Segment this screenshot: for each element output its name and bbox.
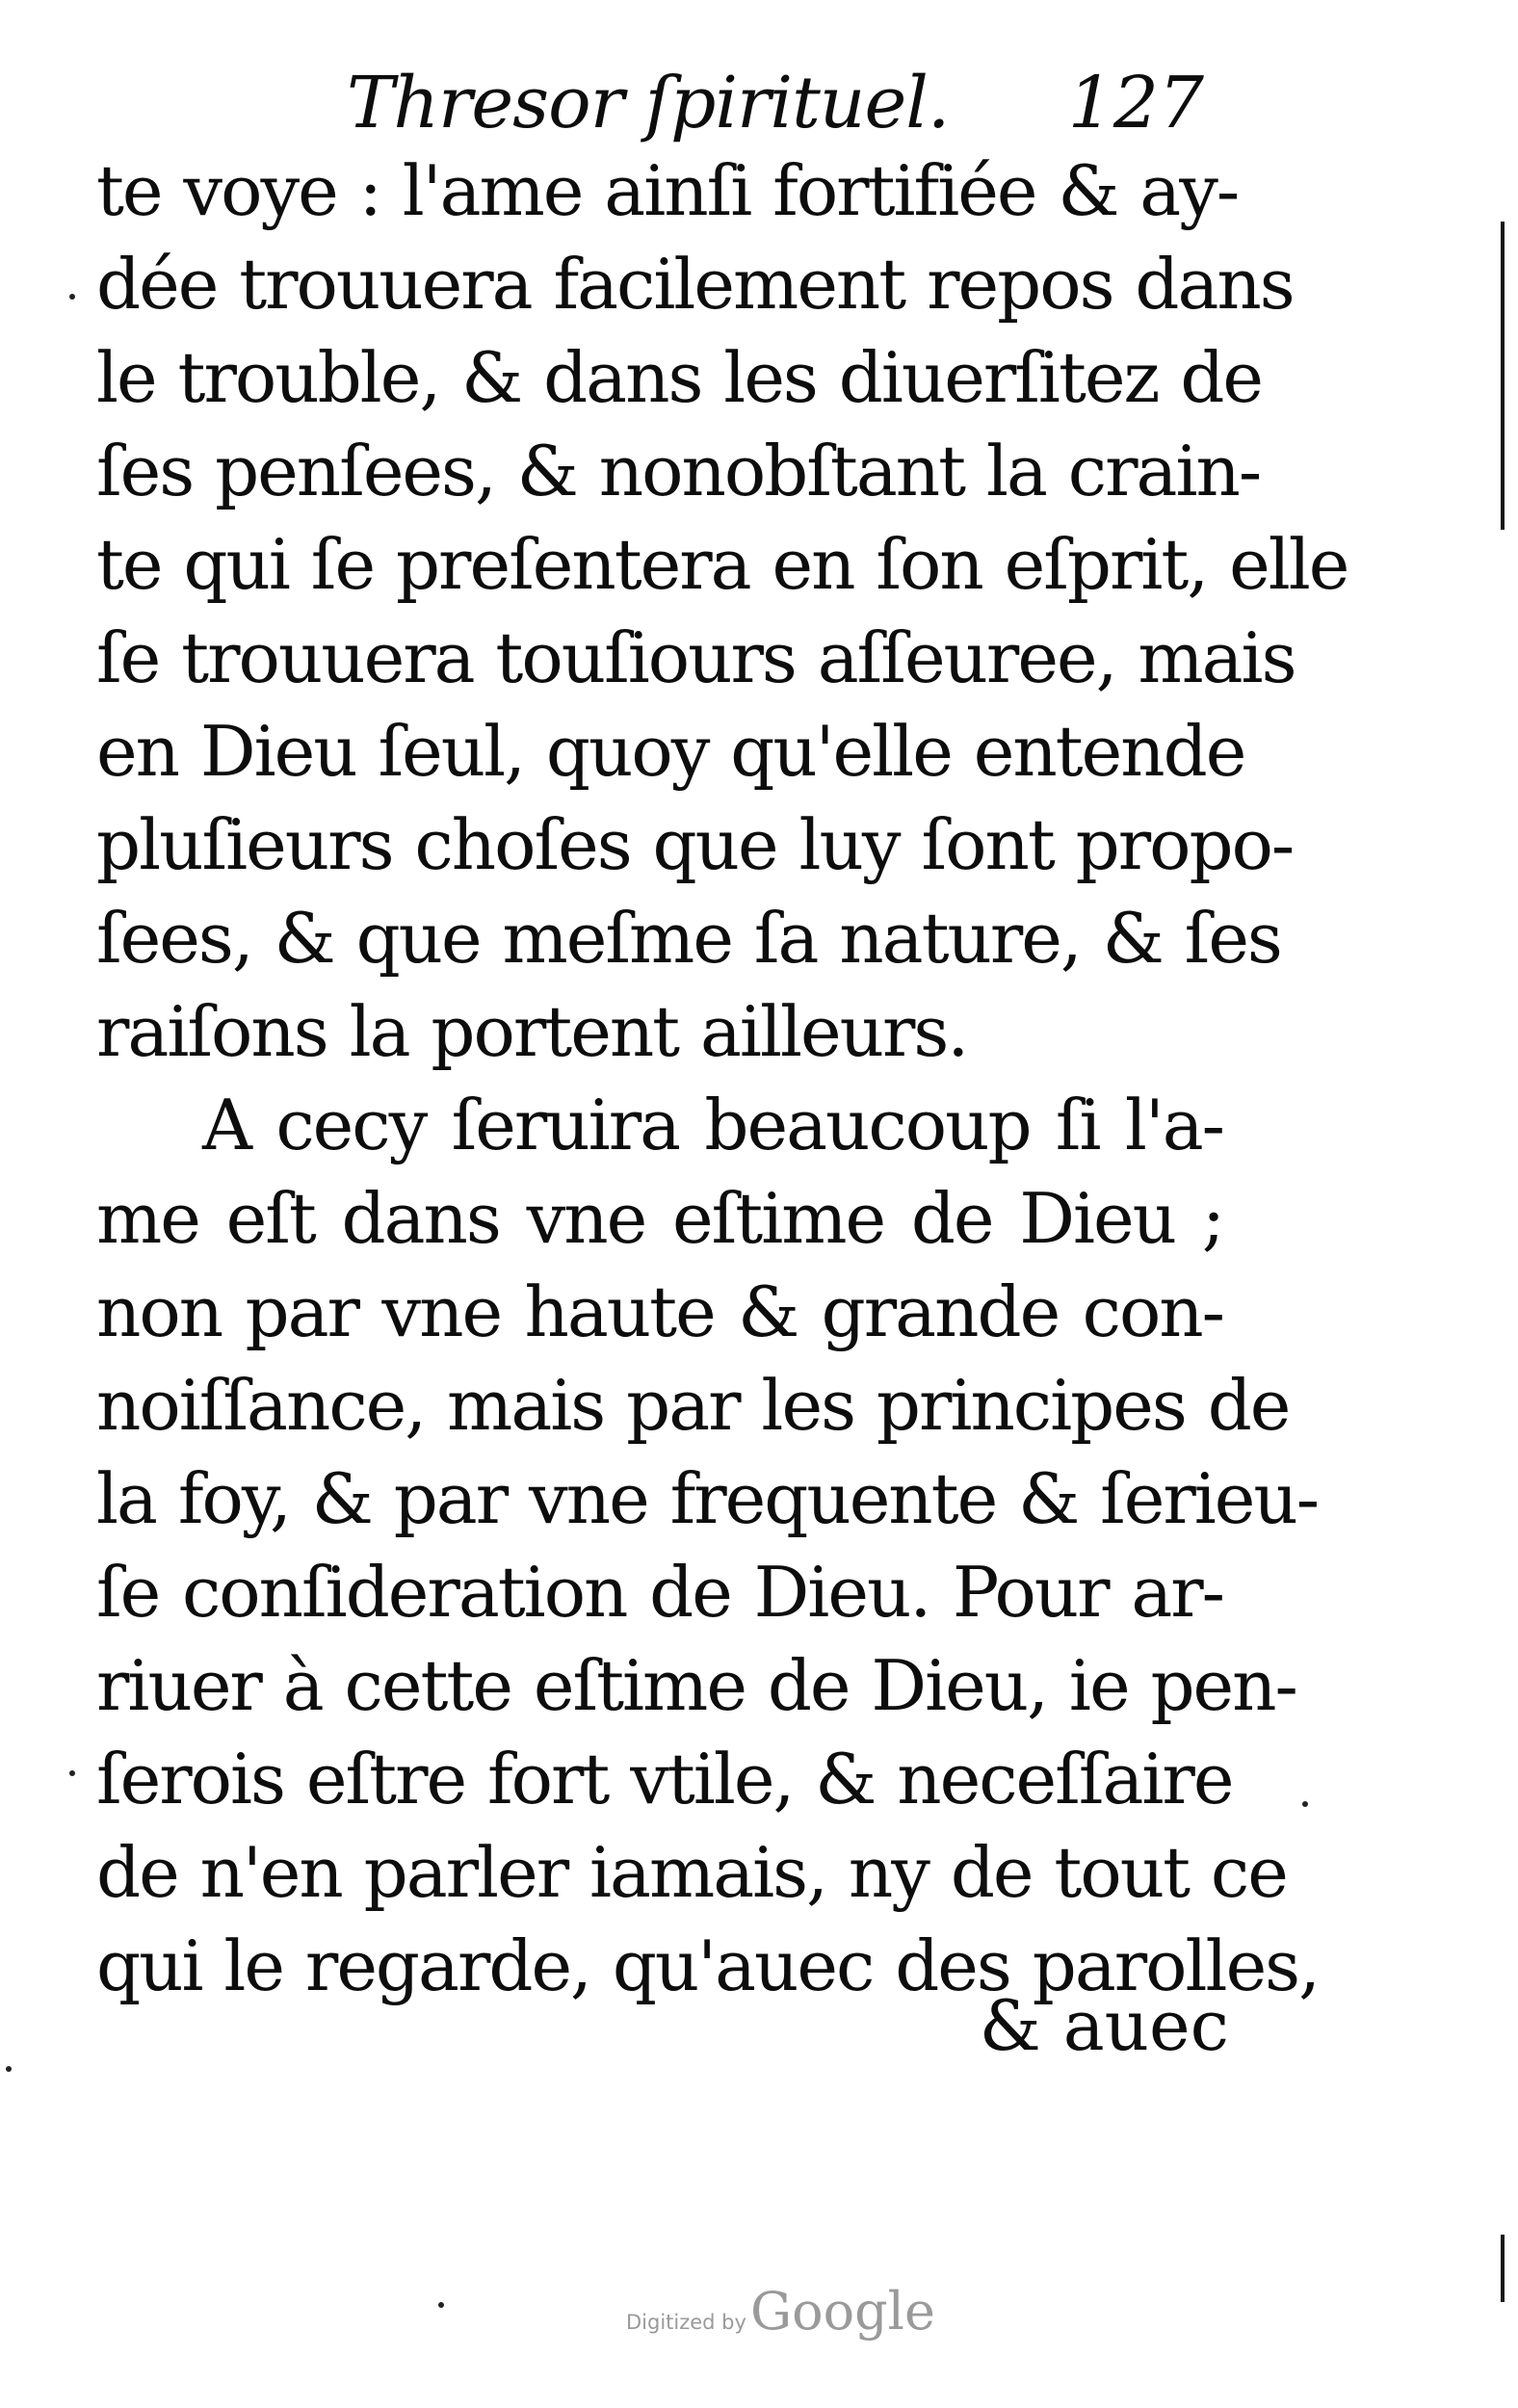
- paragraph-start-line: A cecy ſeruira beaucoup ſi l'a-: [202, 1085, 1223, 1165]
- text-line: non par vne haute & grande con-: [96, 1271, 1223, 1352]
- text-line: le trouble, & dans les diuerſitez de: [96, 337, 1263, 418]
- text-line: te qui ſe preſentera en ſon eſprit, elle: [96, 524, 1348, 605]
- text-line: ſes penſees, & nonobſtant la crain-: [96, 431, 1261, 511]
- watermark-prefix: Digitized by: [626, 2311, 746, 2334]
- scan-speck: [438, 2302, 444, 2308]
- text-line: te voye : l'ame ainſi fortifiée & ay-: [96, 150, 1239, 231]
- scan-speck: [69, 294, 75, 300]
- body-text: [96, 144, 1348, 2013]
- catchword: & auec: [979, 1985, 1229, 2066]
- page-header: [96, 50, 1223, 156]
- text-line: ſe conſideration de Dieu. Pour ar-: [96, 1552, 1223, 1633]
- text-line: en Dieu ſeul, quoy qu'elle entende: [96, 711, 1245, 792]
- text-line: ſerois eſtre fort vtile, & neceſſaire: [96, 1739, 1233, 1819]
- running-title: Thresor ſpirituel.: [347, 62, 950, 144]
- text-line: ſe trouuera touſiours aſſeuree, mais: [96, 617, 1296, 698]
- digitization-watermark: [626, 2281, 935, 2348]
- paragraph-end-line: raiſons la portent ailleurs.: [96, 991, 968, 1072]
- text-line: pluſieurs choſes que luy ſont propo-: [96, 804, 1294, 885]
- scan-edge-mark: [1501, 2235, 1505, 2302]
- text-line: la foy, & par vne frequente & ſerieu-: [96, 1458, 1319, 1539]
- text-line: dée trouuera facilement repos dans: [96, 244, 1294, 325]
- scan-speck: [1302, 1801, 1308, 1807]
- text-line: ſees, & que meſme ſa nature, & ſes: [96, 898, 1281, 979]
- scan-speck: [6, 2066, 12, 2072]
- text-line: de n'en parler iamais, ny de tout ce: [96, 1832, 1287, 1913]
- scan-speck: [69, 1770, 75, 1776]
- text-line: riuer à cette eſtime de Dieu, ie pen-: [96, 1645, 1296, 1726]
- scan-edge-mark: [1501, 222, 1505, 530]
- page-number: 127: [1067, 62, 1204, 144]
- text-line: noiſſance, mais par les principes de: [96, 1365, 1290, 1446]
- watermark-brand: Google: [749, 2281, 935, 2342]
- text-line: me eſt dans vne eſtime de Dieu ;: [96, 1178, 1223, 1259]
- text-line: qui le regarde, qu'auec des parolles,: [96, 1925, 1320, 2006]
